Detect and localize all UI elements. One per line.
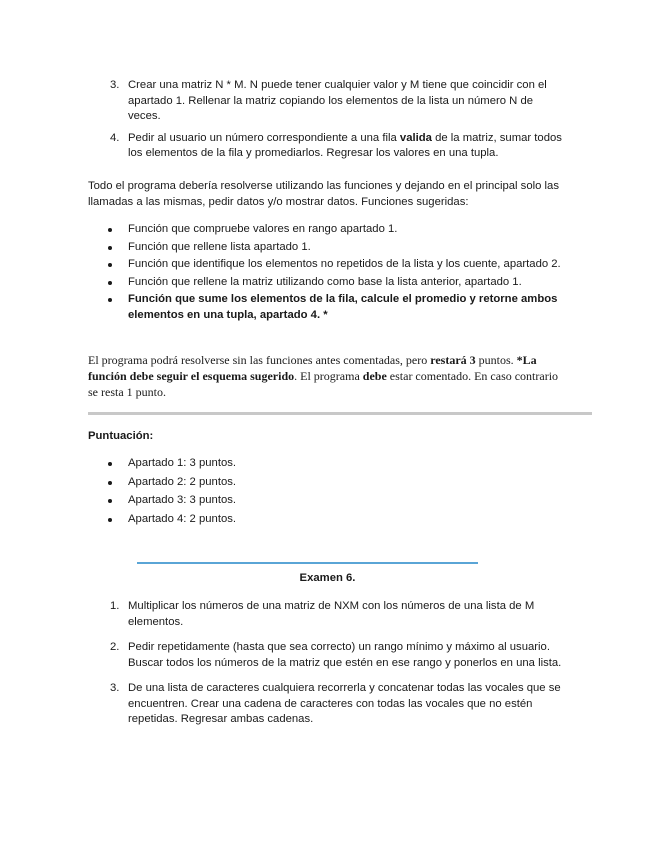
list-item: Apartado 2: 2 puntos. — [88, 475, 566, 491]
item-text: Multiplicar los números de una matriz de NXM con los números de una lista de M elementos. — [128, 600, 535, 628]
bullet-icon — [108, 281, 112, 285]
list-item: Apartado 1: 3 puntos. — [88, 456, 566, 472]
list-item: Función que sume los elementos de la fila, calcule el promedio y retorne ambos elementos en una tupla, apartado 4. * — [88, 292, 566, 323]
bullet-icon — [108, 518, 112, 522]
item-text: Pedir repetidamente (hasta que sea correcto) un rango mínimo y máximo al usuario. Buscar todos los números de la matriz que estén en ese rango y ponerlos en una lista. — [128, 641, 562, 669]
list-item: Apartado 4: 2 puntos. — [88, 512, 566, 528]
scoring-title: Puntuación: — [88, 430, 154, 442]
item-number: 1. — [110, 600, 120, 612]
item-number: 4. — [110, 131, 120, 144]
list-item — [88, 131, 566, 162]
grading-note: El programa podrá resolverse sin las funciones antes comentadas, pero restará 3 puntos. *La función debe seguir el esquema sugerido. El programa debe estar comentado. En caso contrario se resta 1 punto. — [88, 353, 559, 399]
item-number: 2. — [110, 641, 120, 653]
list-item: Función que compruebe valores en rango apartado 1. — [88, 222, 566, 238]
list-item: Función que rellene la matriz utilizando como base la lista anterior, apartado 1. — [88, 275, 566, 291]
item-text-pre: Pedir al usuario un número correspondiente a una fila — [128, 131, 400, 144]
list-item — [88, 78, 566, 125]
list-item: Función que identifique los elementos no repetidos de la lista y los cuente, apartado 2. — [88, 257, 566, 273]
bullet-icon — [108, 462, 112, 466]
bullet-icon — [108, 246, 112, 250]
bullet-icon — [108, 263, 112, 267]
section-divider — [88, 412, 592, 415]
top-numbered-list — [88, 78, 566, 162]
list-item — [88, 599, 566, 630]
list-item: Apartado 3: 3 puntos. — [88, 493, 566, 509]
item-text-post: de la matriz, sumar todos los elementos de la fila y promediarlos. Regresar los valores en una tupla. — [128, 131, 562, 159]
bullet-icon — [108, 228, 112, 232]
bullet-icon — [108, 499, 112, 503]
functions-list — [88, 222, 566, 323]
list-item: Función que rellene lista apartado 1. — [88, 240, 566, 256]
blue-divider — [137, 562, 478, 564]
scoring-list — [88, 456, 566, 527]
item-number: 3. — [110, 682, 120, 694]
list-item — [88, 640, 566, 671]
item-text: De una lista de caracteres cualquiera recorrerla y concatenar todas las vocales que se encuentren. Crear una cadena de caracteres con todas las vocales que no estén repetidas. Regresar ambas cadenas. — [128, 682, 561, 725]
item-text-bold: valida — [399, 131, 432, 144]
item-text: Crear una matriz N * M. N puede tener cualquier valor y M tiene que coincidir con el apartado 1. Rellenar la matriz copiando los elementos de la lista un número N de veces. — [128, 79, 547, 122]
exam-title: Examen 6. — [299, 572, 356, 584]
bullet-icon — [108, 481, 112, 485]
list-item — [88, 681, 566, 728]
bullet-icon — [108, 298, 112, 302]
item-number: 3. — [110, 79, 120, 91]
exam-list — [88, 599, 566, 728]
functions-intro: Todo el programa debería resolverse utilizando las funciones y dejando en el principal solo las llamadas a las mismas, pedir datos y/o mostrar datos. Funciones sugeridas: — [88, 180, 559, 208]
